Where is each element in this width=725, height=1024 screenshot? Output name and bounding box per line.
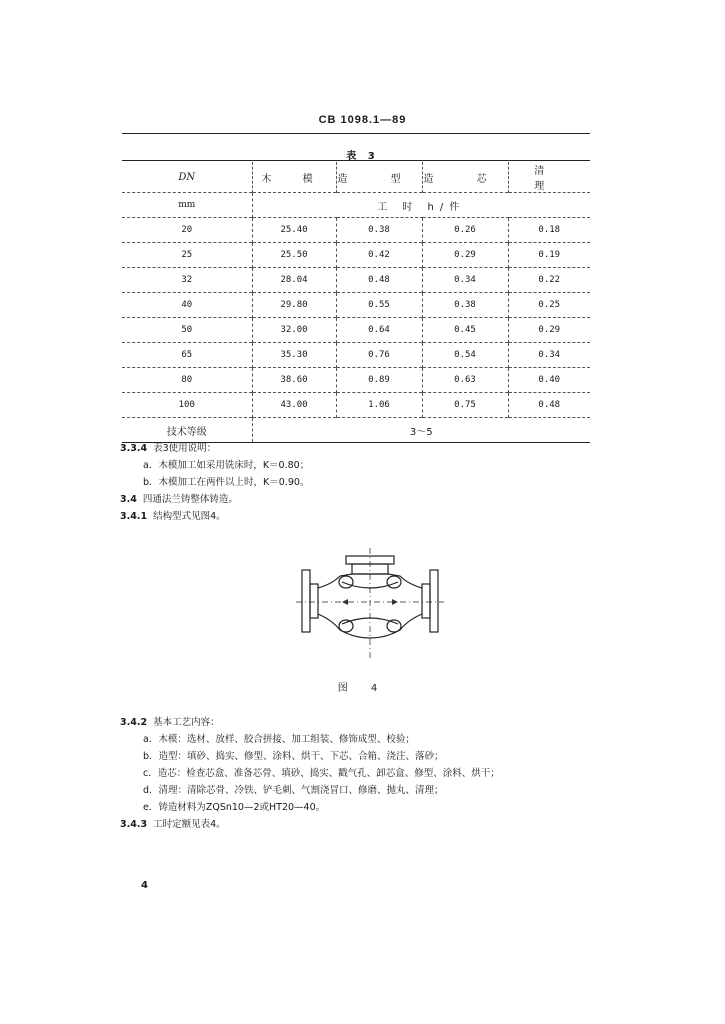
core-cell: 0.54 <box>422 343 508 368</box>
table-unit-row <box>122 193 590 218</box>
section-number: 3.3.4 <box>120 443 148 454</box>
table-row <box>122 393 590 418</box>
molding-cell: 0.89 <box>336 368 422 393</box>
molding-cell: 0.76 <box>336 343 422 368</box>
cleaning-cell: 0.18 <box>508 218 590 243</box>
dn-header: DN <box>178 171 196 183</box>
dn-cell: 80 <box>122 368 252 393</box>
page-number: 4 <box>141 880 148 891</box>
wood-pattern-header: 木 模 <box>252 162 336 193</box>
molding-cell: 0.64 <box>336 318 422 343</box>
section-text: 结构型式见图4。 <box>153 511 226 522</box>
cleaning-cell: 0.48 <box>508 393 590 418</box>
wood-cell: 28.04 <box>252 268 336 293</box>
work-hours-table <box>122 162 590 443</box>
wood-cell: 29.80 <box>252 293 336 318</box>
core-cell: 0.29 <box>422 243 508 268</box>
core-print <box>339 576 353 588</box>
table-row <box>122 268 590 293</box>
dn-cell: 65 <box>122 343 252 368</box>
header-rule <box>122 133 590 134</box>
tech-grade-value: 3～5 <box>252 418 590 443</box>
cleaning-header: 清 理 <box>508 162 590 193</box>
wood-cell: 43.00 <box>252 393 336 418</box>
dn-cell: 32 <box>122 268 252 293</box>
dn-cell: 100 <box>122 393 252 418</box>
four-way-flange-figure <box>296 548 444 660</box>
molding-cell: 0.42 <box>336 243 422 268</box>
dn-cell: 20 <box>122 218 252 243</box>
molding-cell: 0.38 <box>336 218 422 243</box>
table-row <box>122 293 590 318</box>
table-row <box>122 218 590 243</box>
core-cell: 0.38 <box>422 293 508 318</box>
core-cell: 0.34 <box>422 268 508 293</box>
left-flange <box>302 570 310 632</box>
wood-cell: 25.50 <box>252 243 336 268</box>
process-item-b: b．造型：填砂、捣实、修型、涂料、烘干、下芯、合箱、浇注、落砂； <box>143 751 444 762</box>
note-item-a: a．木模加工如采用铣床时，K＝0.80； <box>143 460 310 471</box>
table-row <box>122 318 590 343</box>
cleaning-cell: 0.34 <box>508 343 590 368</box>
wood-cell: 35.30 <box>252 343 336 368</box>
section-3-4-3 <box>120 816 226 830</box>
section-number: 3.4.2 <box>120 717 148 728</box>
process-item-d: d．清理：清除芯骨、冷铁、铲毛刺、气割浇冒口、修磨、抛丸、清理； <box>143 785 444 796</box>
molding-cell: 1.06 <box>336 393 422 418</box>
cleaning-cell: 0.25 <box>508 293 590 318</box>
core-cell: 0.63 <box>422 368 508 393</box>
molding-cell: 0.48 <box>336 268 422 293</box>
table-top-rule <box>122 160 590 161</box>
section-3-4-1 <box>120 508 226 522</box>
section-text: 基本工艺内容： <box>153 717 220 728</box>
cleaning-cell: 0.29 <box>508 318 590 343</box>
process-item-e: e．铸造材料为ZQSn10—2或HT20—40。 <box>143 802 326 813</box>
cleaning-cell: 0.40 <box>508 368 590 393</box>
right-flange <box>430 570 438 632</box>
process-item-c: c．造芯：检查芯盒、准备芯骨、填砂、捣实、戳气孔、卸芯盒、修型、涂料、烘干； <box>143 768 500 779</box>
dn-cell: 25 <box>122 243 252 268</box>
table-row <box>122 368 590 393</box>
tech-grade-row <box>122 418 590 443</box>
process-item-a: a．木模：选材、放样、胶合拼接、加工组装、修饰成型、校验； <box>143 734 415 745</box>
core-cell: 0.75 <box>422 393 508 418</box>
wood-cell: 38.60 <box>252 368 336 393</box>
molding-cell: 0.55 <box>336 293 422 318</box>
standard-number: CB 1098.1—89 <box>318 114 407 126</box>
core-making-header: 造 芯 <box>422 162 508 193</box>
table-caption: 表 3 <box>346 151 379 162</box>
core-cell: 0.45 <box>422 318 508 343</box>
hours-header: 工 时 h/件 <box>252 193 590 218</box>
table-row <box>122 243 590 268</box>
cleaning-cell: 0.22 <box>508 268 590 293</box>
section-3-4-2 <box>120 714 220 728</box>
dn-cell: 40 <box>122 293 252 318</box>
table-header-row <box>122 162 590 193</box>
dn-cell: 50 <box>122 318 252 343</box>
note-item-b: b．木模加工在两件以上时，K＝0.90。 <box>143 477 310 488</box>
section-number: 3.4.3 <box>120 819 148 830</box>
section-3-3-4 <box>120 440 216 454</box>
core-cell: 0.26 <box>422 218 508 243</box>
molding-header: 造 型 <box>336 162 422 193</box>
wood-cell: 25.40 <box>252 218 336 243</box>
wood-cell: 32.00 <box>252 318 336 343</box>
figure-caption: 图 4 <box>337 683 388 694</box>
section-text: 工时定额见表4。 <box>153 819 226 830</box>
core-print <box>387 576 401 588</box>
unit-header: mm <box>122 193 252 218</box>
section-text: 表3使用说明： <box>153 443 217 454</box>
section-number: 3.4.1 <box>120 511 148 522</box>
cleaning-cell: 0.19 <box>508 243 590 268</box>
section-text: 四通法兰铸整体铸造。 <box>142 494 238 505</box>
table-row <box>122 343 590 368</box>
section-3-4 <box>120 491 238 505</box>
tech-grade-label: 技术等级 <box>122 418 252 443</box>
section-number: 3.4 <box>120 494 137 505</box>
